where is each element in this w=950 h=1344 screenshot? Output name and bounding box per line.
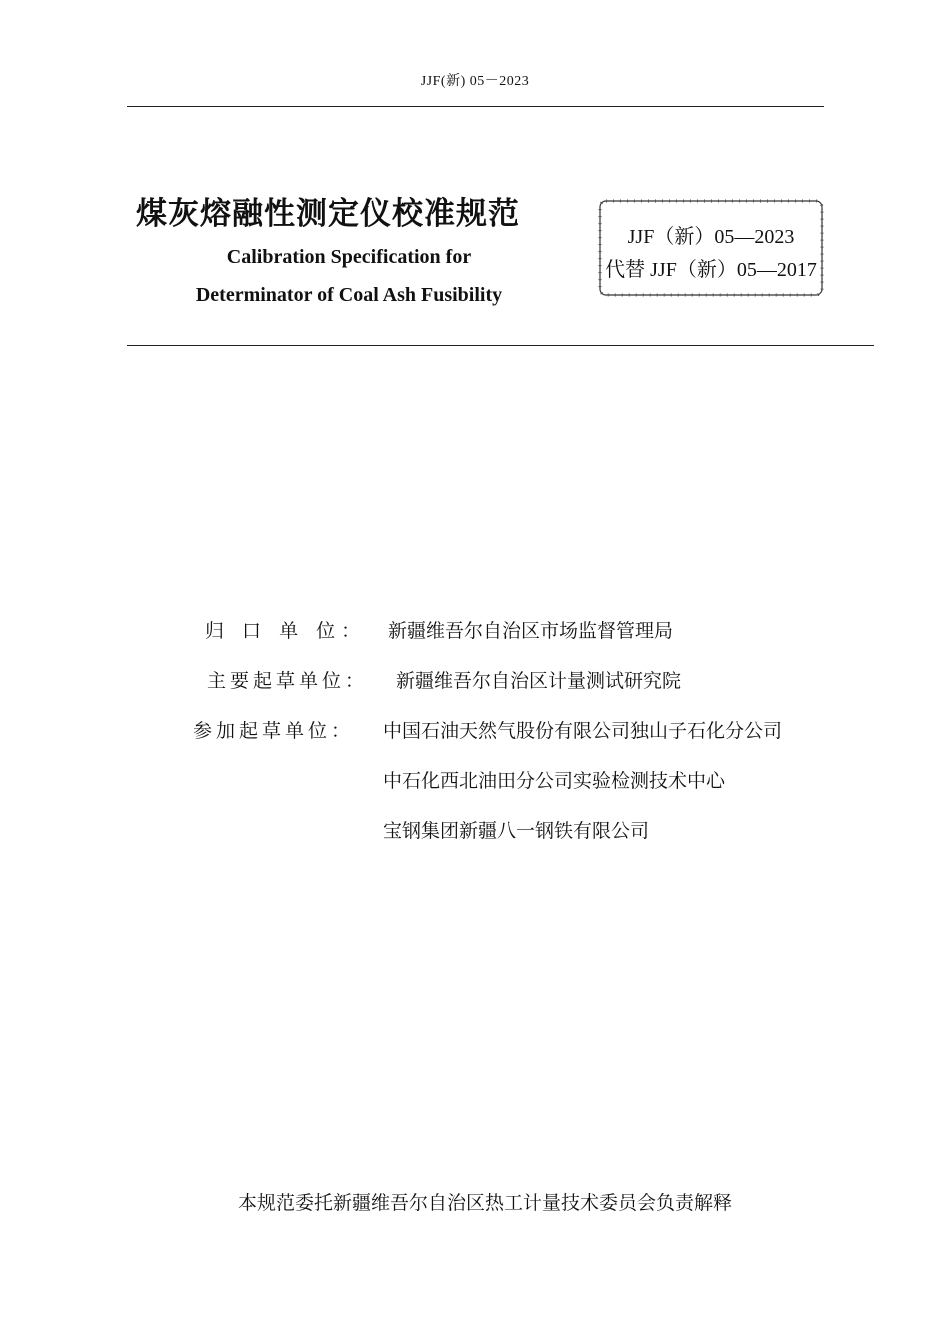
title-english-line2: Determinator of Coal Ash Fusibility [195, 284, 503, 306]
responsible-unit-value: 新疆维吾尔自治区市场监督管理局 [388, 620, 674, 642]
title-rule [127, 345, 874, 346]
interpretation-note: 本规范委托新疆维吾尔自治区热工计量技术委员会负责解释 [237, 1192, 732, 1214]
main-drafter-label: 主要起草单位： [207, 670, 369, 692]
main-drafter-value: 新疆维吾尔自治区计量测试研究院 [396, 670, 682, 692]
responsible-unit-label: 归 口 单 位： [205, 620, 367, 642]
participating-drafter-label: 参加起草单位： [193, 720, 355, 742]
standard-code-box [597, 198, 825, 298]
header-rule [127, 106, 824, 107]
participating-drafter-value-3: 宝钢集团新疆八一钢铁有限公司 [383, 820, 650, 842]
standard-code-replaces: 代替 JJF（新）05—2017 [605, 259, 817, 281]
standard-code-current: JJF（新）05—2023 [627, 226, 795, 248]
title-chinese: 煤灰熔融性测定仪校准规范 [136, 196, 520, 232]
participating-drafter-value-1: 中国石油天然气股份有限公司独山子石化分公司 [383, 720, 783, 742]
title-english-line1: Calibration Specification for [226, 246, 472, 268]
running-header-code: JJF(新) 05－2023 [420, 74, 530, 89]
participating-drafter-value-2: 中石化西北油田分公司实验检测技术中心 [383, 770, 726, 792]
